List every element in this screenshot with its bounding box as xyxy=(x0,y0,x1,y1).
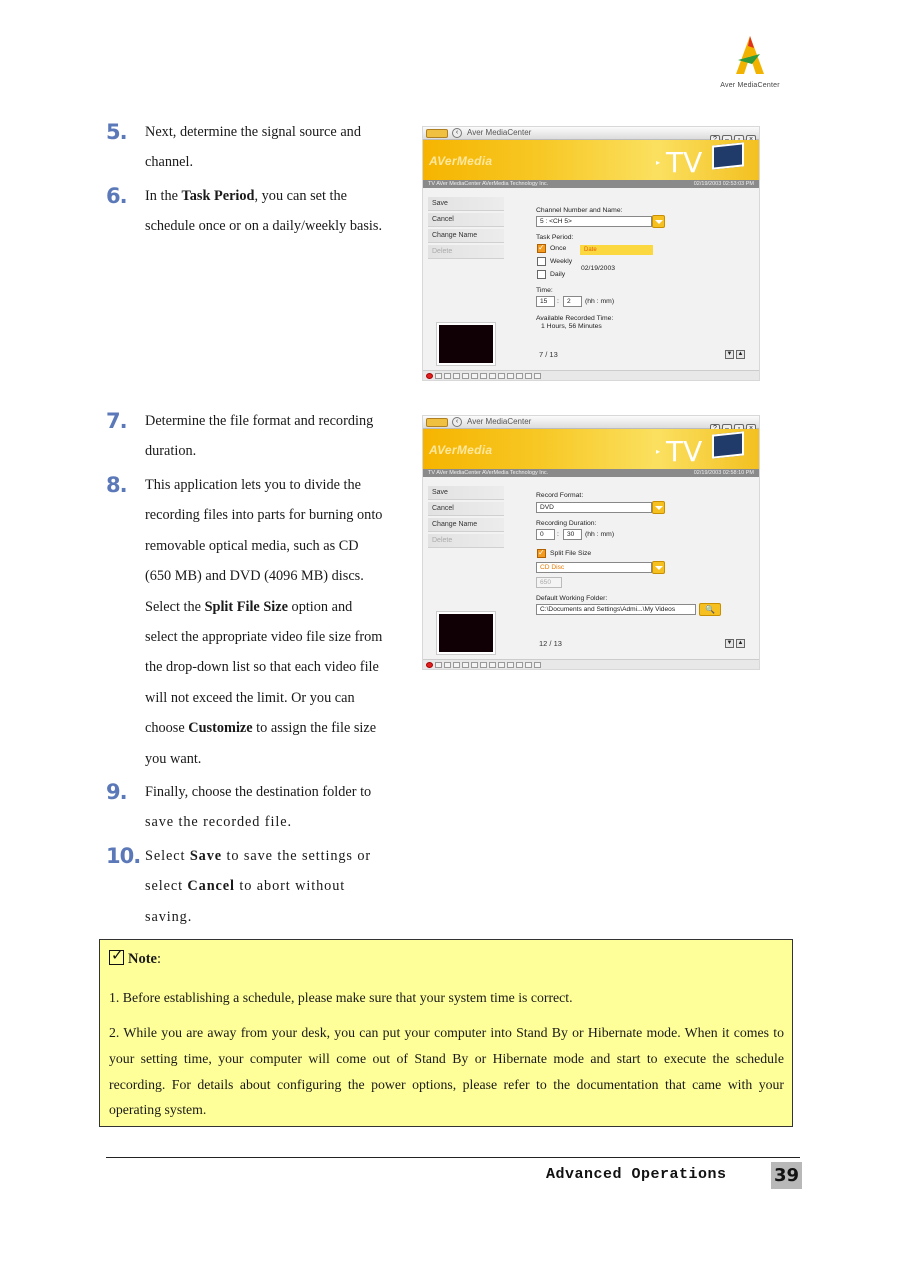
save-button[interactable]: Save xyxy=(428,197,504,211)
app-logo-icon xyxy=(426,418,448,427)
channel-up-icon[interactable] xyxy=(525,662,532,668)
channel-label: Channel Number and Name: xyxy=(536,207,623,214)
page-up-icon[interactable]: ▲ xyxy=(737,640,744,646)
channel-select[interactable]: 5 : <CH 5> xyxy=(536,216,652,227)
prev-icon[interactable] xyxy=(480,373,487,379)
weekly-checkbox[interactable] xyxy=(537,257,546,266)
side-menu xyxy=(428,197,504,261)
time-separator: : xyxy=(557,298,559,305)
app-banner xyxy=(423,140,759,180)
footer-divider xyxy=(106,1157,800,1158)
screenshot-record-format xyxy=(422,415,760,670)
channel-up-icon[interactable] xyxy=(525,373,532,379)
note-paragraph-2: 2. While you are away from your desk, you can put your computer into Stand By or Hibernate mode. When it comes to your setting time, your computer will come out of Stand By or Hibernate mode and start to execute the schedule recording. For details about configuring the power options, please refer to the documentation that came with your operating system. xyxy=(109,1025,784,1118)
folder-input[interactable]: C:\Documents and Settings\Admi...\My Videos xyxy=(536,604,696,615)
next-icon[interactable] xyxy=(489,373,496,379)
volume-icon[interactable] xyxy=(516,662,523,668)
window-titlebar xyxy=(423,127,759,140)
channel-down-icon[interactable] xyxy=(534,373,541,379)
split-dropdown-icon[interactable] xyxy=(652,561,665,574)
banner-brand: AVerMedia xyxy=(429,154,493,168)
task-period-label: Task Period: xyxy=(536,234,574,241)
daily-checkbox[interactable] xyxy=(537,270,546,279)
step-number: 9. xyxy=(106,780,127,804)
once-checkbox[interactable] xyxy=(537,244,546,253)
window-title: Aver MediaCenter xyxy=(467,128,532,137)
play-icon[interactable] xyxy=(444,662,451,668)
folder-label: Default Working Folder: xyxy=(536,595,608,602)
back-icon[interactable]: ‹ xyxy=(452,128,462,138)
note-paragraph-1: 1. Before establishing a schedule, please make sure that your system time is correct. xyxy=(109,990,573,1005)
app-banner xyxy=(423,429,759,469)
daily-label: Daily xyxy=(550,271,566,278)
status-bar: TV AVer MediaCenter AVerMedia Technology Inc. 02/19/2003 02:58:10 PM xyxy=(423,469,759,477)
step-number: 8. xyxy=(106,473,127,497)
page-indicator: 7 / 13 xyxy=(539,350,558,359)
arrow-icon: ▸ xyxy=(656,158,661,167)
change-name-button[interactable]: Change Name xyxy=(428,229,504,243)
footer-section-title: Advanced Operations xyxy=(546,1166,727,1183)
playback-controls xyxy=(423,370,759,380)
step-text: Next, determine the signal source and channel. xyxy=(145,124,361,171)
step-text: Determine the file format and recording duration. xyxy=(145,413,374,460)
tv-screen-icon xyxy=(712,142,744,169)
snapshot-icon[interactable] xyxy=(498,373,505,379)
custom-size-input[interactable]: 650 xyxy=(536,577,562,588)
stop-icon[interactable] xyxy=(435,373,442,379)
save-button[interactable]: Save xyxy=(428,486,504,500)
channel-dropdown-icon[interactable] xyxy=(652,215,665,228)
status-bar: TV AVer MediaCenter AVerMedia Technology Inc. 02/19/2003 02:53:03 PM xyxy=(423,180,759,188)
cancel-button[interactable]: Cancel xyxy=(428,213,504,227)
snapshot-icon[interactable] xyxy=(498,662,505,668)
pause-icon[interactable] xyxy=(453,662,460,668)
step-text: In the Task Period, you can set the schedule once or on a daily/weekly basis. xyxy=(145,188,383,235)
delete-button[interactable]: Delete xyxy=(428,534,504,548)
forward-icon[interactable] xyxy=(471,373,478,379)
time-minute-input[interactable]: 2 xyxy=(563,296,582,307)
window-title: Aver MediaCenter xyxy=(467,417,532,426)
page-number: 39 xyxy=(771,1162,802,1189)
format-dropdown-icon[interactable] xyxy=(652,501,665,514)
note-box xyxy=(99,939,793,1127)
page-down-icon[interactable]: ▼ xyxy=(726,640,733,646)
checkbox-icon xyxy=(109,950,124,965)
once-label: Once xyxy=(550,245,567,252)
split-file-checkbox[interactable] xyxy=(537,549,546,558)
browse-search-icon[interactable]: 🔍 xyxy=(699,603,721,616)
banner-title: TV xyxy=(666,435,703,468)
channel-down-icon[interactable] xyxy=(534,662,541,668)
banner-brand: AVerMedia xyxy=(429,443,493,457)
playback-controls xyxy=(423,659,759,669)
logo-text: Aver MediaCenter xyxy=(720,82,780,89)
app-logo-icon xyxy=(426,129,448,138)
side-menu xyxy=(428,486,504,550)
duration-separator: : xyxy=(557,531,559,538)
screenshot-task-period xyxy=(422,126,760,381)
page-down-icon[interactable]: ▼ xyxy=(726,351,733,357)
cancel-button[interactable]: Cancel xyxy=(428,502,504,516)
record-format-select[interactable]: DVD xyxy=(536,502,652,513)
page-up-icon[interactable]: ▲ xyxy=(737,351,744,357)
split-size-select[interactable]: CD Disc xyxy=(536,562,652,573)
mute-icon[interactable] xyxy=(507,662,514,668)
step-text: This application lets you to divide the recording files into parts for burning onto removable optical media, such as CD (650 MB) and DVD (4096 MB) discs. Select the Split File Size option and select the appropriate video file size from the drop-down list so that each video file will not exceed the limit. Or you can choose Customize to assign the file size you want. xyxy=(145,477,383,767)
brand-logo xyxy=(708,34,792,92)
banner-title: TV xyxy=(666,146,703,179)
pause-icon[interactable] xyxy=(453,373,460,379)
prev-icon[interactable] xyxy=(480,662,487,668)
rewind-icon[interactable] xyxy=(462,662,469,668)
stop-icon[interactable] xyxy=(435,662,442,668)
available-time-value: 1 Hours, 56 Minutes xyxy=(541,323,602,330)
window-titlebar xyxy=(423,416,759,429)
video-preview xyxy=(437,612,495,654)
step-number: 5. xyxy=(106,120,127,144)
step-number: 10. xyxy=(106,844,141,868)
next-icon[interactable] xyxy=(489,662,496,668)
time-unit: (hh : mm) xyxy=(585,298,615,305)
change-name-button[interactable]: Change Name xyxy=(428,518,504,532)
weekly-label: Weekly xyxy=(550,258,573,265)
arrow-icon: ▸ xyxy=(656,447,661,456)
note-heading: ✓Note: xyxy=(109,950,161,968)
page-indicator: 12 / 13 xyxy=(539,639,562,648)
record-icon[interactable] xyxy=(426,662,433,668)
step-number: 7. xyxy=(106,409,127,433)
date-value: 02/19/2003 xyxy=(581,265,616,272)
rewind-icon[interactable] xyxy=(462,373,469,379)
volume-icon[interactable] xyxy=(516,373,523,379)
duration-minute-input[interactable]: 30 xyxy=(563,529,582,540)
duration-unit: (hh : mm) xyxy=(585,531,615,538)
delete-button[interactable]: Delete xyxy=(428,245,504,259)
duration-hour-input[interactable]: 0 xyxy=(536,529,555,540)
duration-label: Recording Duration: xyxy=(536,520,597,527)
date-chip[interactable]: Date xyxy=(580,245,653,255)
time-hour-input[interactable]: 15 xyxy=(536,296,555,307)
mute-icon[interactable] xyxy=(507,373,514,379)
aver-logo-icon xyxy=(708,34,792,82)
step-text: Finally, choose the destination folder to save the recorded file. xyxy=(145,784,372,831)
split-file-label: Split File Size xyxy=(550,550,592,557)
record-format-label: Record Format: xyxy=(536,492,584,499)
forward-icon[interactable] xyxy=(471,662,478,668)
play-icon[interactable] xyxy=(444,373,451,379)
step-number: 6. xyxy=(106,184,127,208)
tv-screen-icon xyxy=(712,431,744,458)
step-text: Select Save to save the settings or select Cancel to abort without saving. xyxy=(145,848,372,925)
video-preview xyxy=(437,323,495,365)
available-time-label: Available Recorded Time: xyxy=(536,315,614,322)
time-label: Time: xyxy=(536,287,553,294)
record-icon[interactable] xyxy=(426,373,433,379)
back-icon[interactable]: ‹ xyxy=(452,417,462,427)
